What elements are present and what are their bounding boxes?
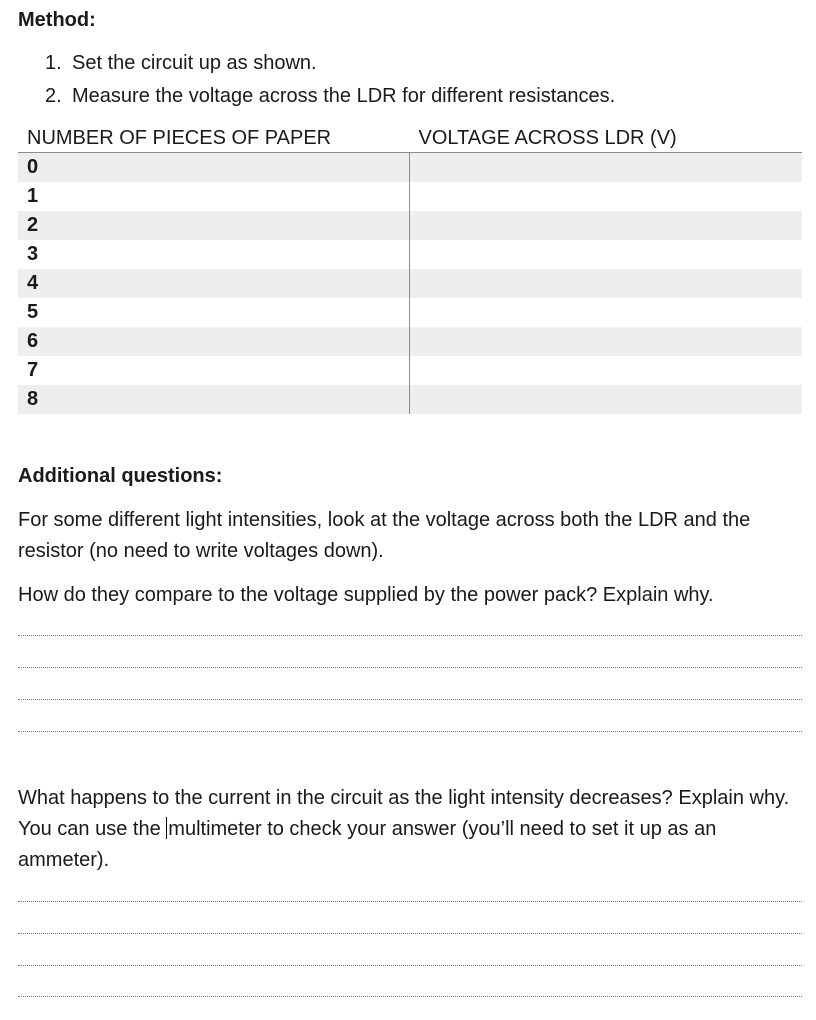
answer-line[interactable] bbox=[18, 901, 802, 902]
pieces-cell: 4 bbox=[18, 269, 410, 298]
answer-line[interactable] bbox=[18, 965, 802, 966]
step-number: 2. bbox=[45, 85, 62, 107]
pieces-cell: 3 bbox=[18, 240, 410, 269]
additional-questions-heading: Additional questions: bbox=[18, 465, 223, 487]
voltage-cell[interactable] bbox=[410, 182, 803, 211]
voltage-cell[interactable] bbox=[410, 269, 803, 298]
voltage-cell[interactable] bbox=[410, 153, 803, 183]
table-row bbox=[18, 211, 802, 240]
question-text-end: multimeter to check your answer (you’ll need to set it up as an ammeter). bbox=[18, 818, 717, 871]
pieces-cell: 6 bbox=[18, 327, 410, 356]
pieces-cell: 7 bbox=[18, 356, 410, 385]
answer-line[interactable] bbox=[18, 731, 802, 732]
answer-line[interactable] bbox=[18, 996, 802, 997]
question-compare-voltages: How do they compare to the voltage supplied by the power pack? Explain why. bbox=[18, 584, 714, 606]
voltage-cell[interactable] bbox=[410, 298, 803, 327]
method-step bbox=[45, 50, 615, 83]
step-number: 1. bbox=[45, 52, 62, 74]
answer-line[interactable] bbox=[18, 667, 802, 668]
answer-line[interactable] bbox=[18, 635, 802, 636]
step-text: Measure the voltage across the LDR for different resistances. bbox=[72, 85, 616, 107]
pieces-cell: 2 bbox=[18, 211, 410, 240]
voltage-cell[interactable] bbox=[410, 240, 803, 269]
table-row bbox=[18, 385, 802, 414]
table-row bbox=[18, 153, 802, 183]
voltage-cell[interactable] bbox=[410, 211, 803, 240]
table-row bbox=[18, 327, 802, 356]
pieces-cell: 0 bbox=[18, 153, 410, 183]
table-row bbox=[18, 269, 802, 298]
header-voltage-across-ldr: VOLTAGE ACROSS LDR (V) bbox=[410, 124, 803, 153]
pieces-cell: 8 bbox=[18, 385, 410, 414]
table-row bbox=[18, 356, 802, 385]
voltage-cell[interactable] bbox=[410, 327, 803, 356]
instruction-paragraph: For some different light intensities, look at the voltage across both the LDR and the resistor (no need to write voltages down). bbox=[18, 509, 751, 562]
answer-line[interactable] bbox=[18, 933, 802, 934]
question-current-change bbox=[18, 783, 802, 876]
table-row bbox=[18, 298, 802, 327]
voltage-cell[interactable] bbox=[410, 385, 803, 414]
step-text: Set the circuit up as shown. bbox=[72, 52, 317, 74]
header-pieces-of-paper: NUMBER OF PIECES OF PAPER bbox=[18, 124, 410, 153]
question-text-start: What happens to the current in the circuit as the light intensity decreases? Explain why. You can use the bbox=[18, 787, 790, 840]
method-step bbox=[45, 83, 615, 116]
pieces-cell: 1 bbox=[18, 182, 410, 211]
method-steps-list bbox=[45, 50, 615, 116]
table-header-row bbox=[18, 124, 802, 153]
method-heading: Method: bbox=[18, 9, 96, 31]
results-table bbox=[18, 124, 802, 414]
table-row bbox=[18, 182, 802, 211]
voltage-cell[interactable] bbox=[410, 356, 803, 385]
pieces-cell: 5 bbox=[18, 298, 410, 327]
table-row bbox=[18, 240, 802, 269]
answer-line[interactable] bbox=[18, 699, 802, 700]
